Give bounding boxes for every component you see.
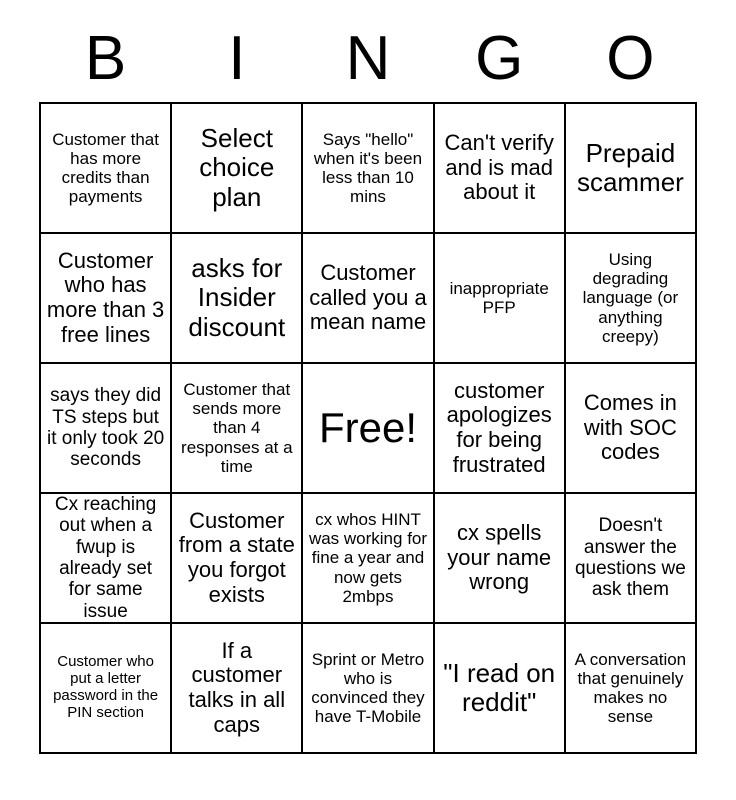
bingo-letter-i: I	[228, 24, 246, 93]
bingo-cell-text: Cx reaching out when a fwup is already set for same issue	[54, 494, 157, 622]
bingo-cell[interactable]	[41, 364, 172, 494]
bingo-cell-text: Comes in with SOC codes	[583, 390, 677, 465]
bingo-cell-text: If a customer talks in all caps	[188, 637, 286, 737]
bingo-cell[interactable]	[172, 364, 303, 494]
bingo-cell-text: cx whos HINT was working for fine a year and now gets 2mbps	[308, 510, 428, 606]
bingo-cell-text: cx spells your name wrong	[447, 520, 552, 595]
bingo-letter-b: B	[84, 24, 127, 93]
bingo-cell[interactable]	[435, 364, 566, 494]
bingo-cell[interactable]	[172, 624, 303, 754]
bingo-cell-text: Can't verify and is mad about it	[444, 130, 554, 205]
bingo-cell-text: inappropriate PFP	[449, 278, 549, 317]
bingo-cell-text: Says "hello" when it's been less than 10 mins	[313, 129, 423, 207]
bingo-letter-g: G	[475, 24, 524, 93]
bingo-cell-text: Customer called you a mean name	[309, 260, 427, 335]
bingo-cell[interactable]	[41, 624, 172, 754]
bingo-cell[interactable]	[172, 494, 303, 624]
bingo-cell-text: Free!	[318, 404, 417, 452]
bingo-cell-text: asks for Insider discount	[188, 253, 286, 342]
bingo-cell[interactable]	[303, 234, 434, 364]
bingo-cell-text: Prepaid scammer	[576, 137, 684, 197]
bingo-cell[interactable]	[566, 234, 697, 364]
bingo-cell-text: Customer that sends more than 4 responses at a time	[181, 380, 293, 476]
bingo-cell[interactable]	[566, 104, 697, 234]
bingo-grid	[39, 102, 697, 754]
bingo-cell[interactable]	[566, 624, 697, 754]
bingo-cell[interactable]	[435, 234, 566, 364]
bingo-cell-free[interactable]	[303, 364, 434, 494]
bingo-cell-text: says they did TS steps but it only took 20 seconds	[46, 385, 165, 471]
bingo-cell-text: Sprint or Metro who is convinced they have T-Mobile	[311, 649, 425, 727]
bingo-cell[interactable]	[303, 494, 434, 624]
bingo-cell-text: "I read on reddit"	[443, 657, 556, 717]
bingo-cell[interactable]	[566, 364, 697, 494]
bingo-cell[interactable]	[172, 234, 303, 364]
bingo-cell[interactable]	[435, 624, 566, 754]
bingo-cell[interactable]	[41, 234, 172, 364]
bingo-letter-n: N	[345, 24, 391, 93]
bingo-header	[40, 26, 696, 92]
bingo-cell[interactable]	[566, 494, 697, 624]
bingo-cell-text: customer apologizes for being frustrated	[446, 377, 552, 477]
bingo-cell[interactable]	[435, 494, 566, 624]
bingo-cell-text: A conversation that genuinely makes no sense	[574, 649, 687, 727]
bingo-cell[interactable]	[435, 104, 566, 234]
bingo-cell-text: Doesn't answer the questions we ask them	[574, 515, 686, 601]
bingo-cell[interactable]	[41, 494, 172, 624]
bingo-letter-o: O	[606, 24, 655, 93]
bingo-cell-text: Customer who put a letter password in the PIN section	[53, 653, 159, 721]
bingo-cell-text: Using degrading language (or anything creepy)	[582, 250, 679, 346]
bingo-cell-text: Customer who has more than 3 free lines	[46, 247, 165, 347]
bingo-cell[interactable]	[303, 104, 434, 234]
bingo-cell[interactable]	[172, 104, 303, 234]
bingo-cell[interactable]	[303, 624, 434, 754]
bingo-cell-text: Select choice plan	[199, 123, 275, 212]
bingo-cell-text: Customer from a state you forgot exists	[178, 507, 295, 607]
bingo-cell-text: Customer that has more credits than payments	[52, 129, 159, 207]
bingo-cell[interactable]	[41, 104, 172, 234]
